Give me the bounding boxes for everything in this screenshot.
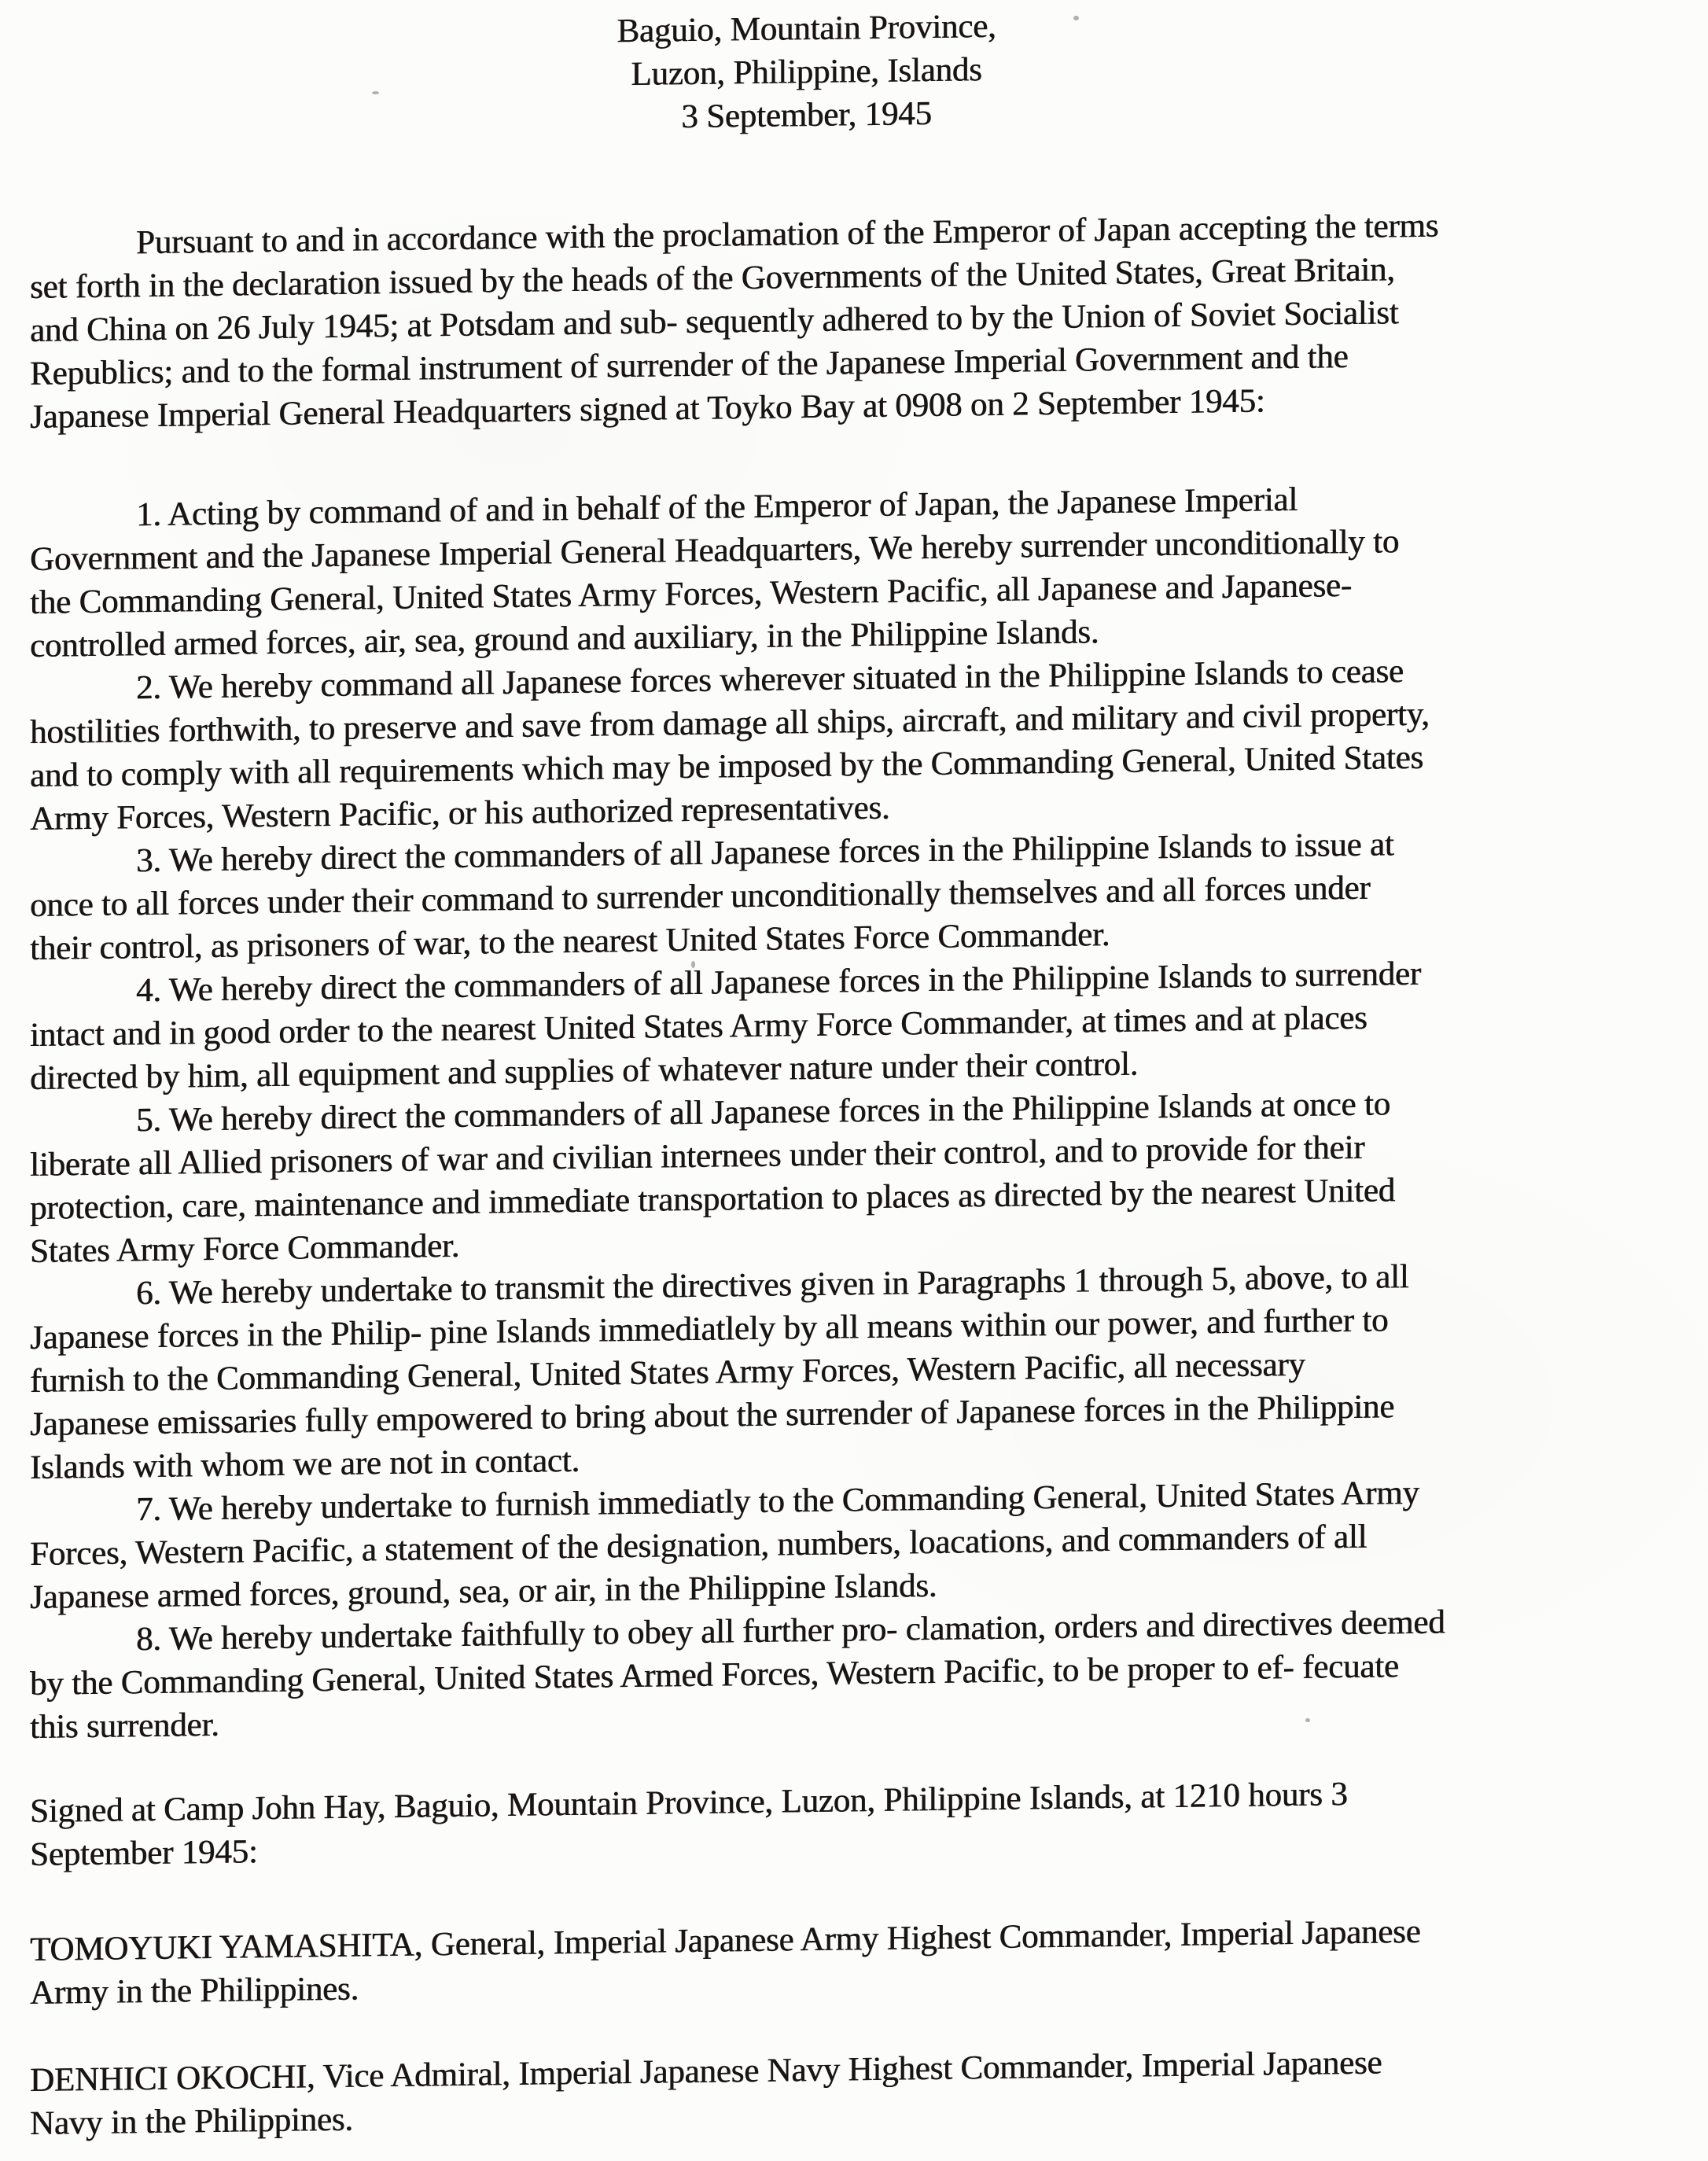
surrender-terms — [30, 473, 1685, 1749]
paragraph-line: controlled armed forces, air, sea, ground and auxiliary, in the Philippine Islands. — [30, 613, 1099, 664]
signatory-line: TOMOYUKI YAMASHITA, General, Imperial Japanese Army Highest Commander, Imperial Japanese — [30, 1913, 1421, 1968]
paragraph-line: directed by him, all equipment and supplies of whatever nature under their control. — [30, 1045, 1139, 1097]
paragraph-line: once to all forces under their command to surrender unconditionally themselves and all forces under — [30, 869, 1371, 924]
preamble-line: set forth in the declaration issued by the heads of the Governments of the United States, Great Britain, — [30, 251, 1395, 306]
dateline-line: Baguio, Mountain Province, — [617, 7, 996, 50]
preamble-paragraph — [30, 201, 1685, 439]
paragraph-line: and to comply with all requirements which may be imposed by the Commanding General, United States — [30, 738, 1423, 794]
paragraph-line: furnish to the Commanding General, United States Army Forces, Western Pacific, all necessary — [30, 1346, 1305, 1400]
numbered-paragraph-7 — [30, 1467, 1685, 1619]
paragraph-line: Islands with whom we are not in contact. — [30, 1441, 580, 1486]
numbered-paragraph-6 — [30, 1251, 1685, 1489]
numbered-paragraph-3 — [30, 819, 1685, 970]
numbered-paragraph-8 — [30, 1597, 1685, 1749]
document-content — [30, 0, 1685, 2145]
signatories — [30, 1906, 1685, 2145]
signatory-block — [30, 1906, 1685, 2015]
signatory-block — [30, 2037, 1685, 2145]
paragraph-line: intact and in good order to the nearest United States Army Force Commander, at times and at places — [30, 999, 1368, 1054]
signatory-line: Army in the Philippines. — [30, 1970, 359, 2012]
paragraph-line: this surrender. — [30, 1706, 219, 1746]
dateline-line: 3 September, 1945 — [681, 94, 932, 136]
signing-statement-line: September 1945: — [30, 1833, 258, 1873]
paragraph-line: Forces, Western Pacific, a statement of the designation, numbers, loacations, and commanders of all — [30, 1518, 1368, 1573]
paragraph-line: the Commanding General, United States Army Forces, Western Pacific, all Japanese and Japanese- — [30, 566, 1352, 621]
numbered-paragraph-1 — [30, 473, 1685, 668]
signatory-line: DENHICI OKOCHI, Vice Admiral, Imperial Japanese Navy Highest Commander, Imperial Japanese — [30, 2044, 1382, 2099]
dateline-line: Luzon, Philippine, Islands — [631, 51, 982, 93]
preamble-line: Pursuant to and in accordance with the proclamation of the Emperor of Japan accepting the terms — [136, 207, 1439, 262]
paragraph-line: 3. We hereby direct the commanders of all Japanese forces in the Philippine Islands to issue at — [136, 826, 1394, 880]
preamble-line: and China on 26 July 1945; at Potsdam and sub- sequently adhered to by the Union of Soviet Socialist — [30, 294, 1399, 349]
paragraph-line: 4. We hereby direct the commanders of all Japanese forces in the Philippine Islands to surrender — [136, 955, 1421, 1010]
paragraph-line: 1. Acting by command of and in behalf of the Emperor of Japan, the Japanese Imperial — [136, 480, 1298, 534]
paragraph-line: States Army Force Commander. — [30, 1227, 460, 1270]
paragraph-line: 5. We hereby direct the commanders of all Japanese forces in the Philippine Islands at once to — [136, 1085, 1390, 1139]
numbered-paragraph-5 — [30, 1078, 1685, 1273]
paragraph-line: protection, care, maintenance and immediate transportation to places as directed by the nearest United — [30, 1172, 1395, 1227]
paragraph-line: 7. We hereby undertake to furnish immediatly to the Commanding General, United States Army — [136, 1474, 1419, 1529]
paragraph-line: hostilities forthwith, to preserve and save from damage all ships, aircraft, and military and civil property, — [30, 695, 1430, 751]
dateline — [30, 0, 1583, 147]
preamble-line: Japanese Imperial General Headquarters signed at Toyko Bay at 0908 on 2 September 1945: — [30, 382, 1265, 436]
paragraph-line: 2. We hereby command all Japanese forces wherever situated in the Philippine Islands to cease — [136, 653, 1404, 707]
paragraph-line: Army Forces, Western Pacific, or his authorized representatives. — [30, 789, 890, 838]
numbered-paragraph-4 — [30, 948, 1685, 1100]
paragraph-line: their control, as prisoners of war, to the nearest United States Force Commander. — [30, 916, 1110, 967]
numbered-paragraph-2 — [30, 646, 1685, 841]
paragraph-line: 6. We hereby undertake to transmit the directives given in Paragraphs 1 through 5, above, to all — [136, 1258, 1409, 1312]
preamble-line: Republics; and to the formal instrument of surrender of the Japanese Imperial Government and the — [30, 338, 1349, 392]
paragraph-line: by the Commanding General, United States Armed Forces, Western Pacific, to be proper to ef- fecuate — [30, 1647, 1399, 1703]
paragraph-line: Japanese emissaries fully empowered to bring about the surrender of Japanese forces in the Philippine — [30, 1388, 1395, 1443]
paragraph-line: liberate all Allied prisoners of war and civilian internees under their control, and to provide for their — [30, 1128, 1365, 1184]
signatory-line: Navy in the Philippines. — [30, 2100, 353, 2142]
paragraph-line: Japanese armed forces, ground, sea, or air, in the Philippine Islands. — [30, 1566, 937, 1616]
signing-statement — [30, 1768, 1685, 1876]
signing-statement-line: Signed at Camp John Hay, Baguio, Mountain Province, Luzon, Philippine Islands, at 1210 hours 3 — [30, 1776, 1348, 1830]
paragraph-line: 8. We hereby undertake faithfully to obey all further pro- clamation, orders and directives deemed — [136, 1603, 1445, 1658]
paragraph-line: Government and the Japanese Imperial General Headquarters, We hereby surrender unconditionally to — [30, 523, 1400, 578]
paragraph-line: Japanese forces in the Philip- pine Islands immediatlely by all means within our power, and further to — [30, 1301, 1389, 1357]
